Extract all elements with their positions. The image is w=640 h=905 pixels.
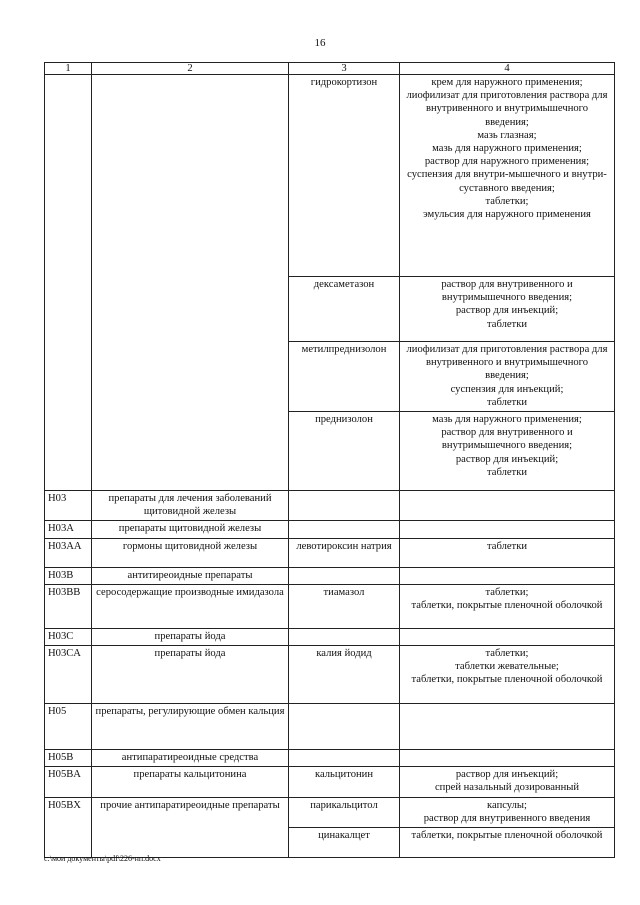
header-cell: 4 (400, 63, 615, 75)
dosage-form-item: таблетки (486, 540, 528, 552)
dosage-form-item: раствор для наружного применения; (424, 156, 590, 168)
dosage-form-item: таблетки (486, 318, 528, 330)
dosage-form-item: раствор для внутривенного и внутримышечного введения; (441, 427, 573, 452)
table-body (45, 63, 615, 858)
group-name-cell: препараты кальцитонина (92, 767, 289, 797)
atc-code-cell: H05BX (45, 797, 92, 857)
table-row (45, 797, 615, 827)
group-name-cell: серосодержащие производные имидазола (92, 584, 289, 628)
dosage-form-item: раствор для внутривенного и внутримышечного введения; (441, 279, 573, 304)
dosage-forms-cell (400, 767, 615, 797)
dosage-forms-cell (400, 646, 615, 704)
table-row (45, 567, 615, 584)
drug-name-cell (289, 521, 400, 538)
dosage-form-item: таблетки, покрытые пленочной оболочкой (411, 600, 603, 612)
atc-code-cell (45, 75, 92, 491)
atc-code-cell: H05BA (45, 767, 92, 797)
atc-code-cell: H05B (45, 750, 92, 767)
table-row (45, 750, 615, 767)
table-row (45, 491, 615, 521)
atc-code-cell: H03AA (45, 538, 92, 567)
table-row (45, 767, 615, 797)
dosage-forms-cell (400, 521, 615, 538)
atc-code-cell: H03B (45, 567, 92, 584)
dosage-forms-cell (400, 567, 615, 584)
drug-name-cell: метилпреднизолон (289, 342, 400, 412)
dosage-form-item: крем для наружного применения; (431, 77, 583, 88)
table-row (45, 584, 615, 628)
dosage-form-item: суспензия для внутри-мышечного и внутри-суставного введения; (407, 169, 607, 194)
dosage-forms-cell (400, 628, 615, 645)
dosage-form-item: эмульсия для наружного применения (423, 209, 591, 221)
group-name-cell: препараты йода (92, 646, 289, 704)
atc-code-cell: H03A (45, 521, 92, 538)
drug-name-cell: кальцитонин (289, 767, 400, 797)
header-cell: 3 (289, 63, 400, 75)
drug-name-cell (289, 750, 400, 767)
dosage-form-item: таблетки; (485, 195, 529, 207)
dosage-form-item: мазь глазная; (477, 129, 537, 141)
table-row (45, 538, 615, 567)
dosage-form-item: таблетки, покрытые пленочной оболочкой (411, 674, 603, 686)
dosage-form-item: суспензия для инъекций; (450, 383, 564, 395)
drug-name-cell: левотироксин натрия (289, 538, 400, 567)
dosage-forms-cell (400, 584, 615, 628)
atc-code-cell: H03C (45, 628, 92, 645)
drug-name-cell: калия йодид (289, 646, 400, 704)
table-header-row (45, 63, 615, 75)
drug-name-cell (289, 704, 400, 750)
drug-name-cell: тиамазол (289, 584, 400, 628)
atc-code-cell: H03CA (45, 646, 92, 704)
header-cell: 2 (92, 63, 289, 75)
dosage-form-item: мазь для наружного применения; (432, 414, 582, 426)
dosage-form-item: таблетки; (485, 648, 529, 660)
dosage-form-item: лиофилизат для приготовления раствора для внутривенного и внутримышечного введения; (406, 344, 608, 382)
dosage-form-item: мазь для наружного применения; (432, 143, 582, 155)
group-name-cell: гормоны щитовидной железы (92, 538, 289, 567)
drug-name-cell: дексаметазон (289, 277, 400, 342)
dosage-forms-cell (400, 342, 615, 412)
header-cell: 1 (45, 63, 92, 75)
dosage-forms-cell (400, 750, 615, 767)
dosage-forms-cell (400, 277, 615, 342)
group-name-cell: препараты для лечения заболеваний щитовидной железы (92, 491, 289, 521)
dosage-form-item: таблетки жевательные; (455, 661, 559, 673)
drug-name-cell: цинакалцет (289, 828, 400, 858)
group-name-cell: препараты йода (92, 628, 289, 645)
dosage-form-item: таблетки; (485, 586, 529, 598)
atc-code-cell: H05 (45, 704, 92, 750)
table-row (45, 628, 615, 645)
dosage-forms-cell (400, 491, 615, 521)
dosage-form-item: капсулы; (487, 799, 527, 811)
atc-code-cell: H03 (45, 491, 92, 521)
dosage-forms-cell (400, 538, 615, 567)
drug-name-cell (289, 491, 400, 521)
dosage-forms-cell (400, 704, 615, 750)
dosage-form-item: раствор для инъекций; (455, 305, 559, 317)
dosage-forms-cell (400, 797, 615, 827)
dosage-form-item: таблетки (486, 466, 528, 478)
dosage-forms-cell (400, 828, 615, 858)
dosage-form-item: раствор для внутривенного введения (423, 812, 591, 824)
drug-name-cell: преднизолон (289, 412, 400, 491)
dosage-form-item: лиофилизат для приготовления раствора для внутривенного и внутримышечного введения; (406, 90, 608, 128)
group-name-cell: антипаратиреоидные средства (92, 750, 289, 767)
table-row (45, 521, 615, 538)
group-name-cell (92, 75, 289, 491)
table-row (45, 75, 615, 277)
drug-name-cell: парикальцитол (289, 797, 400, 827)
footer-file-path: c:\мои документы\pdf\226-нп.docx (44, 854, 161, 863)
group-name-cell: препараты щитовидной железы (92, 521, 289, 538)
drug-table (44, 62, 615, 858)
dosage-forms-cell (400, 75, 615, 277)
atc-code-cell: H03BB (45, 584, 92, 628)
dosage-form-item: раствор для инъекций; (455, 769, 559, 781)
dosage-form-item: таблетки, покрытые пленочной оболочкой (411, 830, 603, 842)
drug-name-cell: гидрокортизон (289, 75, 400, 277)
dosage-form-item: раствор для инъекций; (455, 453, 559, 465)
dosage-form-item: таблетки (486, 396, 528, 408)
group-name-cell: антитиреоидные препараты (92, 567, 289, 584)
table-row (45, 646, 615, 704)
dosage-forms-cell (400, 412, 615, 491)
drug-name-cell (289, 628, 400, 645)
table-row (45, 704, 615, 750)
dosage-form-item: спрей назальный дозированный (434, 782, 580, 794)
page-number: 16 (314, 37, 326, 49)
drug-name-cell (289, 567, 400, 584)
group-name-cell: прочие антипаратиреоидные препараты (92, 797, 289, 857)
group-name-cell: препараты, регулирующие обмен кальция (92, 704, 289, 750)
